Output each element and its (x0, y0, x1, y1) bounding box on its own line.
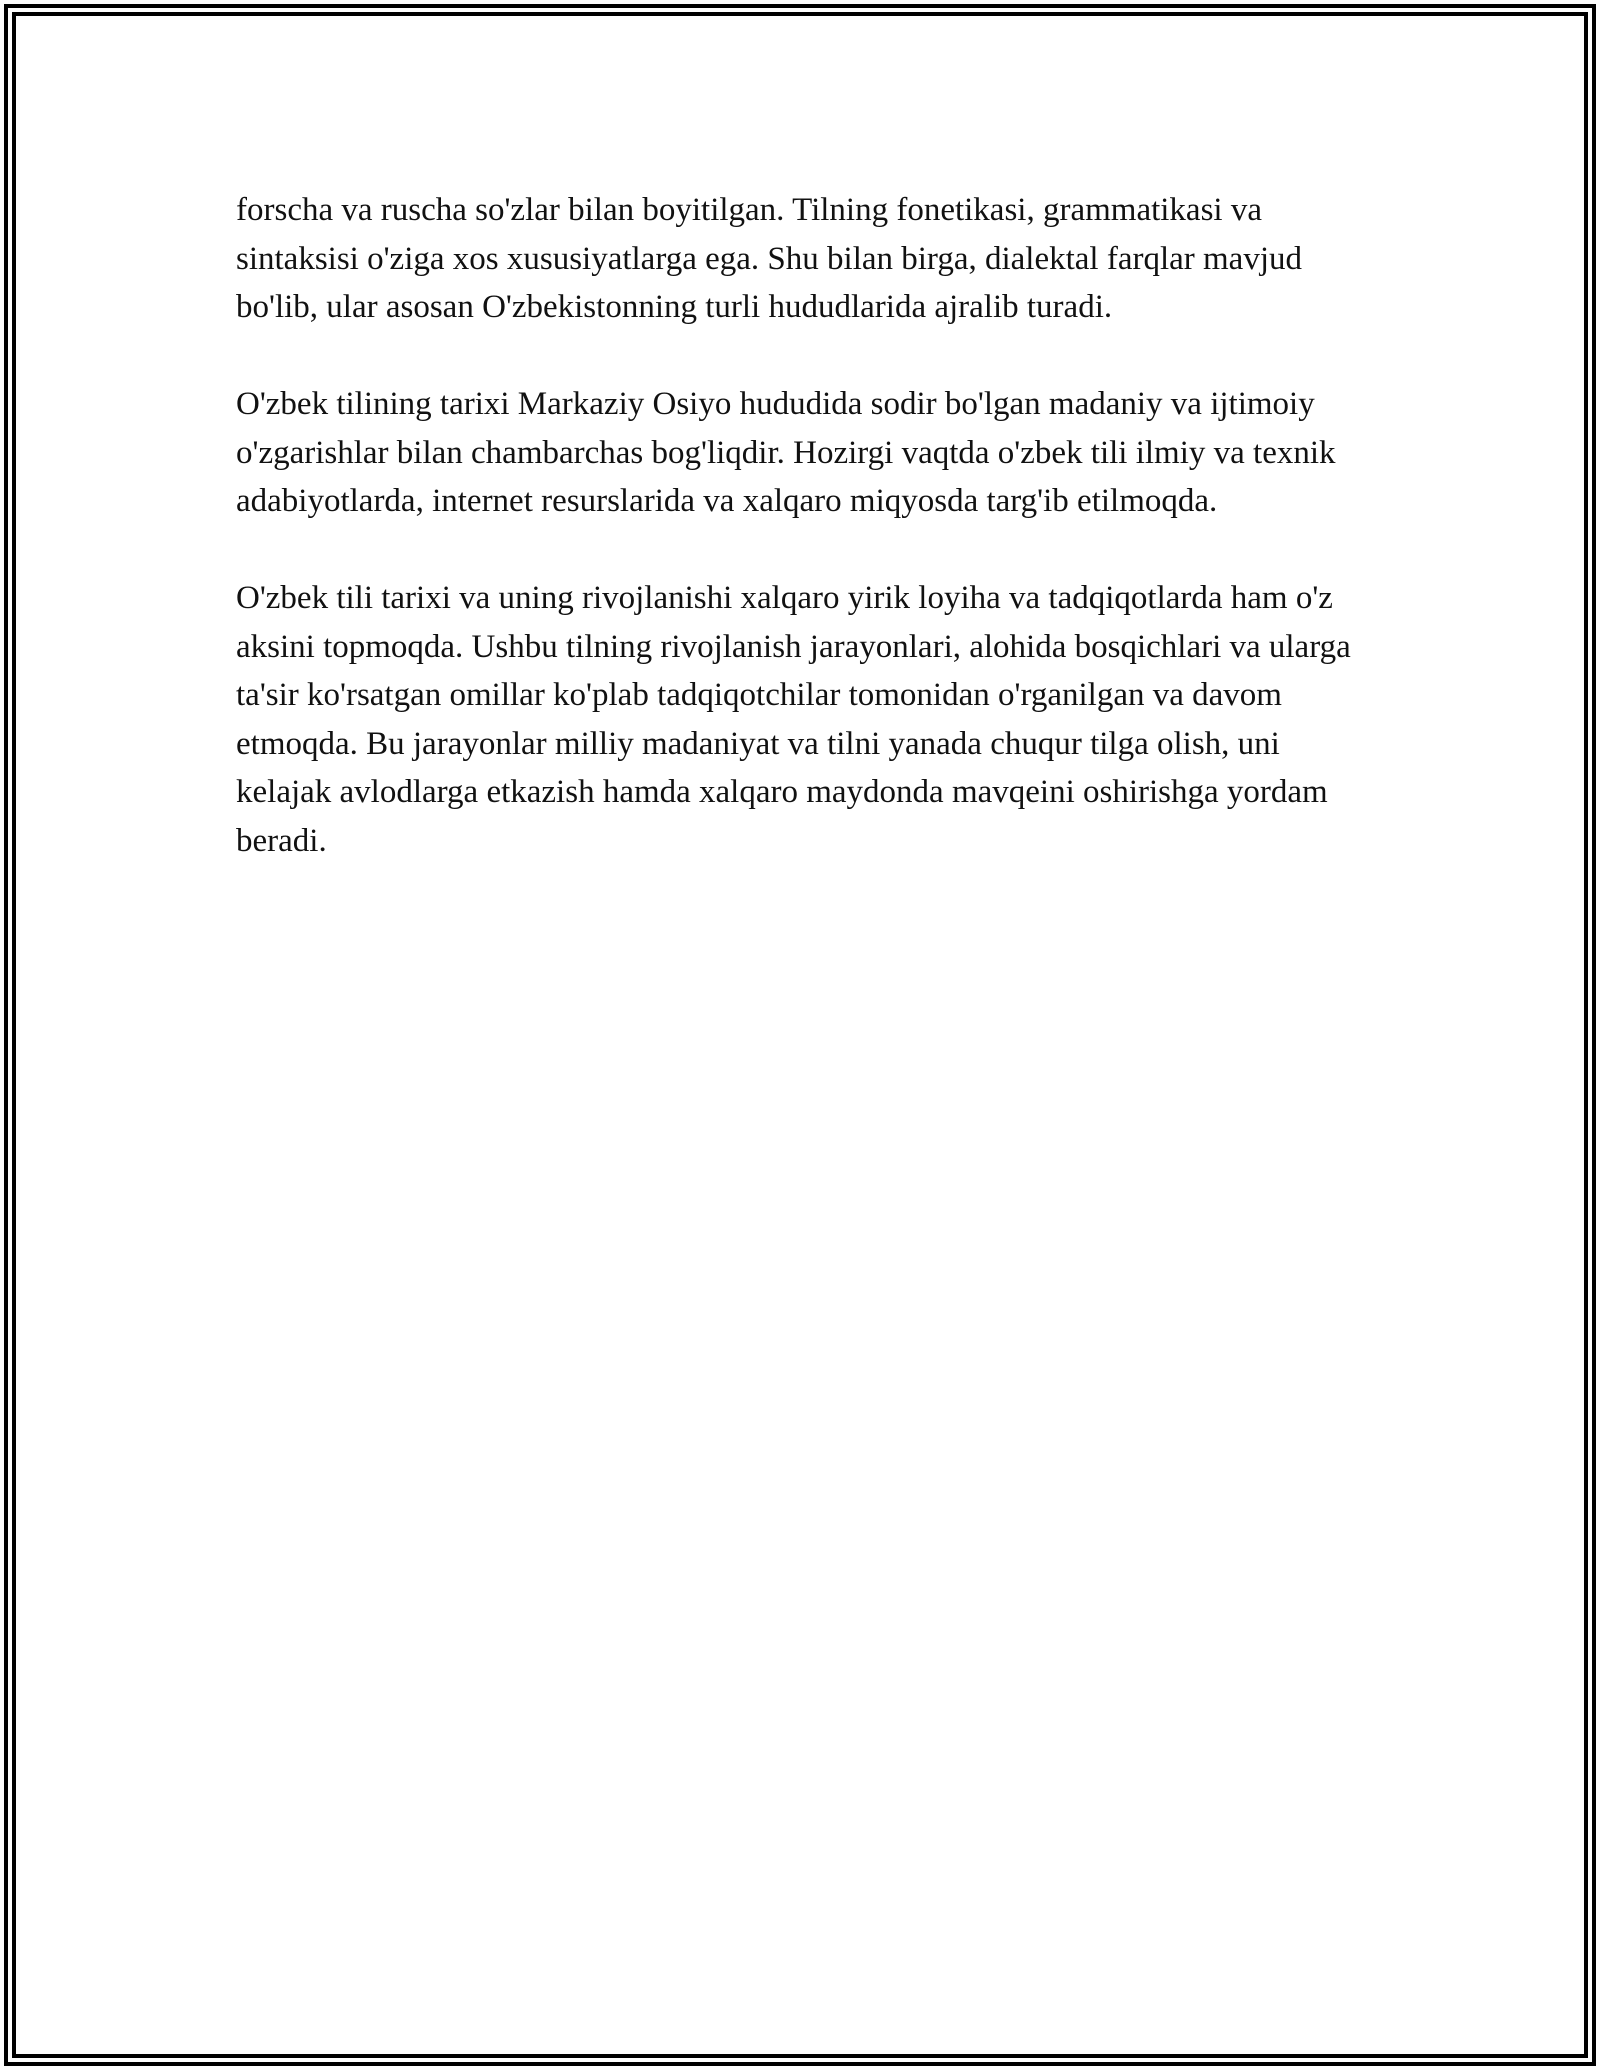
document-body (236, 186, 1366, 865)
paragraph-1: forscha va ruscha so'zlar bilan boyitilgan. Tilning fonetikasi, grammatikasi va sintaksisi o'ziga xos xususiyatlarga ega. Shu bilan birga, dialektal farqlar mavjud bo'lib, ular asosan O'zbekistonning turli hududlarida ajralib turadi. (236, 192, 1302, 325)
paragraph-3: O'zbek tili tarixi va uning rivojlanishi xalqaro yirik loyiha va tadqiqotlarda ham o'z aksini topmoqda. Ushbu tilning rivojlanish jarayonlari, alohida bosqichlari va ularga ta'sir ko'rsatgan omillar ko'plab tadqiqotchilar tomonidan o'rganilgan va davom etmoqda. Bu jarayonlar milliy madaniyat va tilni yanada chuqur tilga olish, uni kelajak avlodlarga etkazish hamda xalqaro maydonda mavqeini oshirishga yordam beradi. (236, 580, 1351, 859)
paragraph-2: O'zbek tilining tarixi Markaziy Osiyo hududida sodir bo'lgan madaniy va ijtimoiy o'zgarishlar bilan chambarchas bog'liqdir. Hozirgi vaqtda o'zbek tili ilmiy va texnik adabiyotlarda, internet resurslarida va xalqaro miqyosda targ'ib etilmoqda. (236, 386, 1336, 519)
